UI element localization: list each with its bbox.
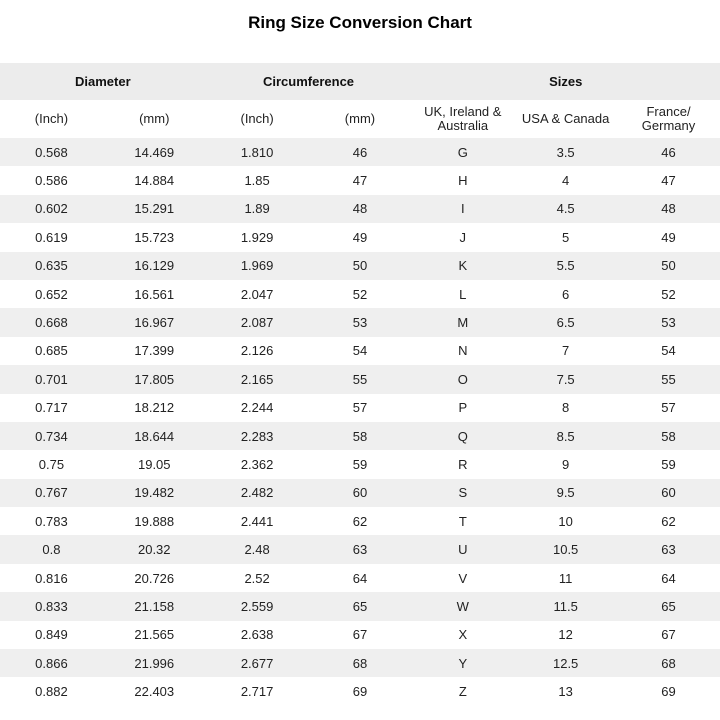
table-cell: 0.882 [35, 684, 68, 700]
table-cell: 2.441 [240, 513, 274, 529]
table-cell: H [458, 173, 468, 189]
table-cell: 2.165 [240, 371, 274, 387]
table-cell: 60 [661, 485, 676, 501]
table-cell: 3.5 [556, 144, 575, 160]
table-cell: 10.5 [552, 542, 579, 558]
table-cell: 17.805 [134, 371, 175, 387]
table-cell: 4 [562, 173, 570, 189]
table-row [0, 394, 720, 422]
table-cell: 64 [352, 570, 368, 586]
table-cell: 0.635 [35, 258, 68, 274]
table-row [0, 365, 720, 393]
table-cell: 1.969 [240, 258, 274, 274]
column-group-circumference: Circumference [206, 63, 412, 100]
column-group-diameter: Diameter [0, 63, 206, 100]
table-cell: V [458, 570, 468, 586]
table-cell: 2.559 [240, 598, 274, 614]
table-row [0, 677, 720, 705]
table-cell: 22.403 [134, 684, 175, 700]
table-cell: 4.5 [556, 201, 575, 217]
table-cell: 0.685 [35, 343, 68, 359]
table-header [0, 63, 720, 138]
table-cell: 47 [661, 173, 676, 189]
table-cell: 2.047 [240, 286, 274, 302]
table-cell: 49 [352, 229, 368, 245]
table-row [0, 422, 720, 450]
table-row [0, 592, 720, 620]
table-row [0, 280, 720, 308]
table-cell: T [458, 513, 467, 529]
table-cell: O [457, 371, 468, 387]
table-cell: 55 [661, 371, 676, 387]
table-cell: W [456, 598, 469, 614]
table-cell: 0.734 [35, 428, 68, 444]
table-cell: 50 [661, 258, 676, 274]
table-cell: 19.482 [134, 485, 175, 501]
table-cell: 2.717 [240, 684, 274, 700]
table-row [0, 138, 720, 166]
table-cell: 2.244 [240, 400, 274, 416]
table-cell: 5.5 [556, 258, 575, 274]
table-row [0, 479, 720, 507]
table-cell: 15.291 [134, 201, 175, 217]
table-cell: 0.586 [35, 173, 68, 189]
table-body [0, 138, 720, 706]
table-cell: Y [458, 655, 468, 671]
table-cell: 68 [352, 655, 368, 671]
table-cell: 60 [352, 485, 368, 501]
table-cell: 2.52 [244, 570, 270, 586]
column-header-uk-ireland-australia: UK, Ireland & Australia [411, 100, 514, 138]
table-cell: Z [458, 684, 467, 700]
table-cell: 16.967 [134, 315, 175, 331]
table-cell: L [459, 286, 467, 302]
table-cell: 1.929 [240, 229, 274, 245]
table-cell: 1.810 [240, 144, 274, 160]
table-cell: 21.158 [134, 598, 175, 614]
table-cell: 18.212 [134, 400, 175, 416]
table-cell: 9.5 [556, 485, 575, 501]
table-cell: 20.726 [134, 570, 175, 586]
table-cell: 0.652 [35, 286, 68, 302]
table-cell: 0.8 [42, 542, 61, 558]
table-cell: 21.996 [134, 655, 175, 671]
table-cell: 62 [661, 513, 676, 529]
table-cell: 53 [661, 315, 676, 331]
table-cell: 12 [558, 627, 573, 643]
column-header-circumference-mm: (mm) [309, 100, 412, 138]
table-cell: 2.638 [240, 627, 274, 643]
table-cell: 52 [661, 286, 676, 302]
table-cell: 13 [558, 684, 573, 700]
table-cell: 0.75 [38, 456, 65, 472]
column-header-diameter-inch: (Inch) [0, 100, 103, 138]
table-cell: 16.561 [134, 286, 175, 302]
table-cell: 2.126 [240, 343, 274, 359]
table-cell: 12.5 [552, 655, 579, 671]
table-row [0, 450, 720, 478]
table-cell: M [457, 315, 469, 331]
table-cell: 14.469 [134, 144, 175, 160]
table-cell: 50 [352, 258, 368, 274]
table-row [0, 564, 720, 592]
table-cell: 8 [562, 400, 570, 416]
column-group-row [0, 63, 720, 100]
table-cell: G [457, 144, 468, 160]
table-row [0, 621, 720, 649]
table-cell: 7.5 [556, 371, 575, 387]
column-header-row [0, 100, 720, 138]
table-cell: 63 [352, 542, 368, 558]
table-cell: 9 [562, 456, 570, 472]
table-row [0, 507, 720, 535]
table-cell: I [460, 201, 465, 217]
column-header-circumference-inch: (Inch) [206, 100, 309, 138]
table-cell: 58 [661, 428, 676, 444]
table-cell: 0.767 [35, 485, 68, 501]
table-cell: S [458, 485, 468, 501]
table-cell: 2.482 [240, 485, 274, 501]
table-row [0, 535, 720, 563]
table-cell: 57 [661, 400, 676, 416]
table-cell: 0.568 [35, 144, 68, 160]
table-cell: 2.362 [240, 456, 274, 472]
column-group-sizes: Sizes [411, 63, 720, 100]
table-row [0, 337, 720, 365]
table-cell: 65 [352, 598, 368, 614]
table-cell: 2.283 [240, 428, 274, 444]
table-cell: 5 [562, 229, 570, 245]
table-cell: 52 [352, 286, 368, 302]
table-cell: 49 [661, 229, 676, 245]
table-row [0, 166, 720, 194]
table-row [0, 308, 720, 336]
table-cell: 69 [661, 684, 676, 700]
table-cell: 64 [661, 570, 676, 586]
table-cell: 67 [661, 627, 676, 643]
table-cell: 2.48 [244, 542, 270, 558]
table-cell: 58 [352, 428, 368, 444]
table-cell: 19.05 [137, 456, 171, 472]
table-cell: 21.565 [134, 627, 175, 643]
table-cell: 0.816 [35, 570, 68, 586]
table-cell: 6.5 [556, 315, 575, 331]
table-cell: 0.866 [35, 655, 68, 671]
table-cell: 0.849 [35, 627, 68, 643]
table-cell: 48 [661, 201, 676, 217]
table-cell: 0.619 [35, 229, 68, 245]
table-cell: 8.5 [556, 428, 575, 444]
table-cell: 55 [352, 371, 368, 387]
table-cell: 18.644 [134, 428, 175, 444]
table-cell: 0.701 [35, 371, 68, 387]
table-cell: 0.668 [35, 315, 68, 331]
table-cell: 14.884 [134, 173, 175, 189]
table-cell: 11 [558, 570, 573, 586]
table-cell: 68 [661, 655, 676, 671]
table-row [0, 223, 720, 251]
table-cell: 54 [661, 343, 676, 359]
table-cell: 46 [352, 144, 368, 160]
table-cell: 1.85 [244, 173, 270, 189]
table-cell: 0.783 [35, 513, 68, 529]
table-cell: 15.723 [134, 229, 175, 245]
table-cell: 0.833 [35, 598, 68, 614]
table-cell: 0.602 [35, 201, 68, 217]
table-cell: 10 [558, 513, 573, 529]
table-cell: X [458, 627, 468, 643]
table-cell: 62 [352, 513, 368, 529]
table-cell: 59 [661, 456, 676, 472]
table-cell: 1.89 [244, 201, 270, 217]
table-cell: P [458, 400, 468, 416]
table-cell: K [458, 258, 468, 274]
table-cell: 2.087 [240, 315, 274, 331]
table-cell: 11.5 [553, 598, 578, 614]
table-cell: 57 [352, 400, 368, 416]
column-header-usa-canada: USA & Canada [514, 100, 617, 138]
table-cell: J [459, 229, 467, 245]
table-cell: 20.32 [137, 542, 171, 558]
table-cell: 67 [352, 627, 368, 643]
table-row [0, 252, 720, 280]
table-cell: 69 [352, 684, 368, 700]
table-cell: U [458, 542, 468, 558]
column-header-diameter-mm: (mm) [103, 100, 206, 138]
table-cell: 65 [661, 598, 676, 614]
table-cell: 54 [352, 343, 368, 359]
table-cell: 0.717 [35, 400, 68, 416]
column-header-france-germany: France/ Germany [617, 100, 720, 138]
table-cell: 47 [352, 173, 368, 189]
page-title: Ring Size Conversion Chart [248, 13, 472, 32]
table-cell: 2.677 [240, 655, 274, 671]
table-row [0, 649, 720, 677]
table-cell: 19.888 [134, 513, 175, 529]
table-cell: R [458, 456, 468, 472]
ring-size-conversion-table [0, 63, 720, 706]
table-row [0, 195, 720, 223]
table-cell: 7 [562, 343, 570, 359]
table-cell: 48 [352, 201, 368, 217]
table-cell: 63 [661, 542, 676, 558]
table-cell: 16.129 [134, 258, 175, 274]
table-cell: 17.399 [134, 343, 175, 359]
table-cell: 6 [562, 286, 570, 302]
table-cell: N [458, 343, 468, 359]
table-cell: 59 [352, 456, 368, 472]
table-cell: 46 [661, 144, 676, 160]
table-cell: 53 [352, 315, 368, 331]
table-cell: Q [457, 428, 468, 444]
